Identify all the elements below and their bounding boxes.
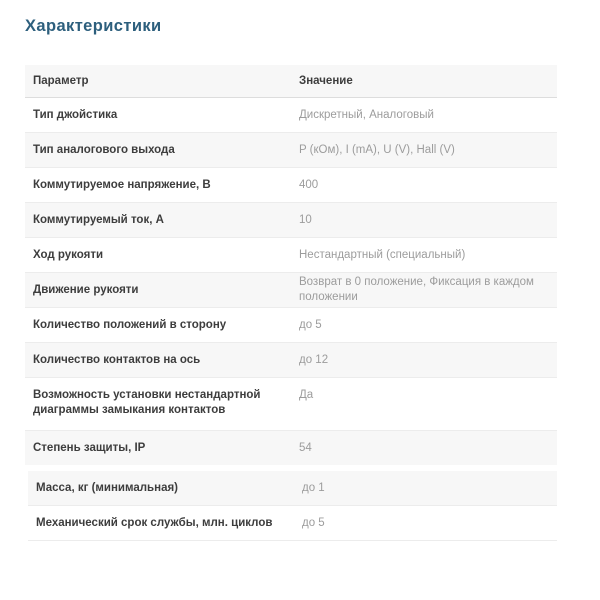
header-value: Значение — [299, 74, 353, 87]
param-cell: Движение рукояти — [33, 283, 139, 296]
param-cell: Количество контактов на ось — [33, 353, 201, 366]
table-row — [25, 202, 557, 237]
value-cell: Дискретный, Аналоговый — [299, 108, 434, 121]
value-cell: P (кОм), I (mA), U (V), Hall (V) — [299, 143, 455, 156]
param-cell: Степень защиты, IP — [33, 441, 146, 454]
table-row — [25, 167, 557, 202]
param-cell: Масса, кг (минимальная) — [36, 481, 179, 494]
header-parameter: Параметр — [33, 74, 89, 87]
value-cell: до 1 — [302, 481, 325, 494]
table-row — [25, 342, 557, 377]
specs-table-secondary — [28, 471, 557, 541]
param-cell: Тип аналогового выхода — [33, 143, 175, 156]
page-title: Характеристики — [25, 17, 162, 35]
value-cell: Возврат в 0 положение, Фиксация в каждом положении — [299, 276, 534, 303]
value-cell: Да — [299, 389, 314, 401]
table-row — [25, 272, 557, 307]
param-cell: Тип джойстика — [33, 108, 118, 121]
value-cell: 400 — [299, 178, 319, 191]
value-cell: до 5 — [302, 516, 325, 529]
param-cell: Ход рукояти — [33, 248, 104, 261]
param-cell: Коммутируемый ток, А — [33, 213, 164, 226]
table-row — [25, 430, 557, 465]
table-row — [28, 471, 557, 505]
table-row — [25, 377, 557, 430]
table-row — [28, 505, 557, 540]
value-cell: до 12 — [299, 353, 329, 366]
value-cell: Нестандартный (специальный) — [299, 248, 466, 261]
param-cell: Количество положений в сторону — [33, 318, 227, 331]
table-row — [25, 132, 557, 167]
value-cell: до 5 — [299, 318, 322, 331]
param-cell: Механический срок службы, млн. циклов — [36, 516, 273, 529]
table-row — [25, 237, 557, 272]
specs-table — [25, 65, 557, 465]
table-row — [25, 307, 557, 342]
table-header-row — [25, 65, 557, 98]
param-cell: Коммутируемое напряжение, В — [33, 178, 211, 191]
param-cell: Возможность установки нестандартной диаграммы замыкания контактов — [33, 389, 261, 416]
value-cell: 10 — [299, 213, 312, 226]
value-cell: 54 — [299, 441, 312, 454]
table-row — [25, 98, 557, 132]
